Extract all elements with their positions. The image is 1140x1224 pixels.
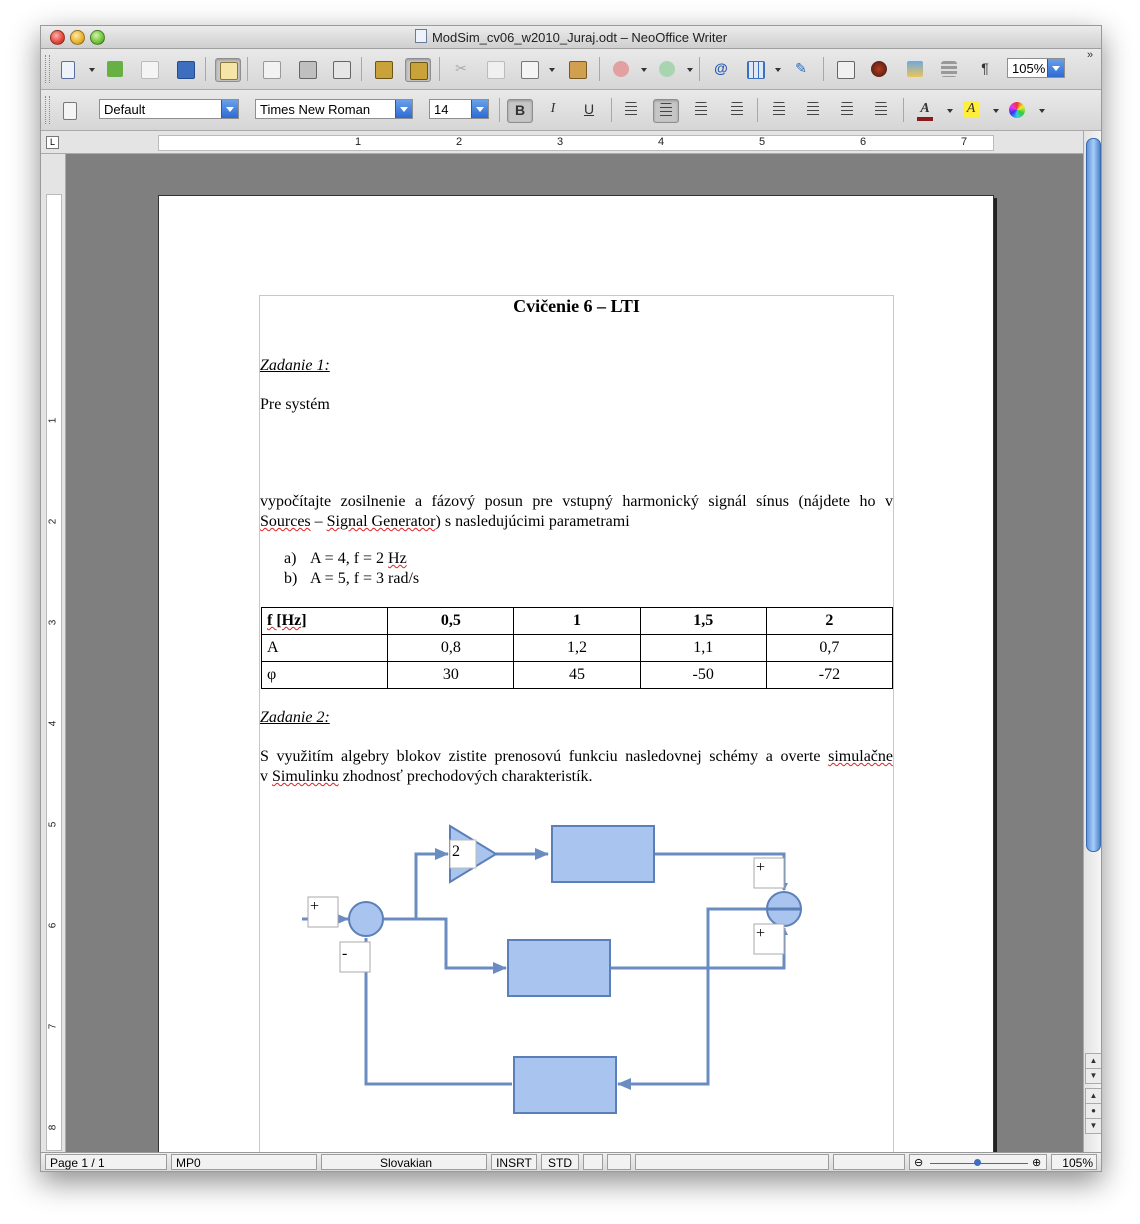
chevron-down-icon [221, 100, 238, 118]
undo-button[interactable] [609, 58, 633, 80]
sign-plus-input: + [310, 898, 320, 915]
bold-button[interactable]: B [507, 99, 533, 123]
open-button[interactable] [103, 58, 127, 80]
selection-mode-indicator[interactable]: STD [541, 1154, 579, 1170]
table-cell[interactable]: 1,5 [640, 608, 766, 635]
summing-junction-1[interactable] [349, 902, 383, 936]
toolbar-overflow-icon[interactable]: » [1087, 49, 1094, 61]
chevron-down-icon [1047, 59, 1064, 77]
list-item-text: A = 5, f = 3 rad/s [310, 570, 420, 587]
task2-paragraph: S využitím algebry blokov zistite prenosovú funkciu nasledovnej schémy a overte simulačne v Simulinku zhodnosť prechodových charakteristík. [260, 748, 893, 785]
justify-icon [731, 102, 743, 118]
magnifier-page-icon [333, 61, 351, 79]
justify-button[interactable] [725, 99, 749, 121]
zoom-percentage[interactable]: 105% [1051, 1154, 1097, 1170]
text-area[interactable] [259, 295, 894, 1172]
autospellcheck-button[interactable] [405, 58, 431, 82]
gain-value: 2 [452, 843, 460, 860]
pdf-icon [263, 61, 281, 79]
increase-indent-button[interactable] [869, 99, 893, 121]
table-cell[interactable]: A [262, 635, 388, 662]
font-size-select[interactable]: 14 [429, 99, 489, 119]
digital-signature-indicator[interactable] [607, 1154, 631, 1170]
gallery-icon [907, 61, 923, 77]
page-preview-button[interactable] [329, 58, 353, 80]
pen-icon: ✎ [795, 60, 807, 76]
scroll-down-button[interactable]: ▼ [1085, 1068, 1102, 1084]
standard-toolbar [41, 49, 1101, 90]
table-cell[interactable]: φ [262, 662, 388, 689]
feedback-block[interactable] [514, 1057, 616, 1113]
copy-icon [487, 61, 505, 79]
align-right-icon [695, 102, 707, 118]
find-icon [837, 61, 855, 79]
spellcheck-button[interactable] [371, 58, 395, 80]
highlighter-icon: A [963, 101, 979, 117]
background-color-dropdown-arrow[interactable] [1039, 109, 1045, 113]
ruler-scale: 1 2 3 4 5 6 7 [158, 135, 994, 151]
table-cell[interactable]: 30 [388, 662, 514, 689]
zoom-out-icon[interactable]: ⊖ [914, 1157, 924, 1169]
tab-stop-selector[interactable]: L [46, 136, 59, 149]
task2-label: Zadanie 2: [260, 709, 330, 726]
sign-plus-top: + [756, 859, 766, 876]
data-table[interactable] [261, 607, 893, 689]
view-layout-buttons[interactable] [833, 1154, 905, 1170]
open-icon [107, 61, 123, 77]
draw-functions-button[interactable] [789, 58, 813, 80]
transfer-block-2[interactable] [508, 940, 610, 996]
color-wheel-icon [1009, 102, 1025, 118]
new-document-button[interactable] [55, 58, 79, 80]
list-item: a) [284, 550, 297, 567]
database-icon [941, 61, 957, 77]
list-item: b) [284, 570, 298, 587]
highlighting-button[interactable] [959, 99, 983, 121]
insert-mode-indicator[interactable]: INSRT [491, 1154, 537, 1170]
table-cell[interactable]: 45 [514, 662, 640, 689]
edit-file-button[interactable] [173, 58, 197, 80]
zoom-slider[interactable] [909, 1154, 1047, 1170]
table-button[interactable] [743, 58, 767, 80]
app-window [40, 25, 1102, 1172]
decrease-indent-icon [841, 102, 853, 118]
status-bar [41, 1152, 1101, 1172]
align-left-icon [625, 102, 637, 118]
scrollbar-thumb[interactable] [1086, 138, 1101, 852]
decrease-indent-button[interactable] [835, 99, 859, 121]
object-info-indicator [635, 1154, 829, 1170]
document-heading: Cvičenie 6 – LTI [513, 296, 640, 316]
undo-dropdown-arrow[interactable] [641, 68, 647, 72]
font-name-select[interactable]: Times New Roman [255, 99, 413, 119]
table-cell[interactable]: 0,8 [388, 635, 514, 662]
document-icon [415, 29, 427, 43]
feedback-return-line [366, 938, 512, 1084]
table-cell[interactable]: 1,1 [640, 635, 766, 662]
scissors-icon: ✂ [455, 60, 467, 76]
document-modified-indicator[interactable] [583, 1154, 603, 1170]
numbered-list-icon [773, 102, 785, 118]
document-page[interactable] [158, 195, 994, 1157]
task1-paragraph: vypočítajte zosilnenie a fázový posun pre vstupný harmonický signál sínus (nájdete ho v Sources – Signal Generator) s nasledujúcimi parametrami [260, 493, 893, 530]
redo-icon [659, 61, 675, 77]
new-document-icon [61, 61, 75, 79]
hyperlink-button[interactable] [709, 58, 733, 80]
table-cell[interactable]: f [Hz] [262, 608, 388, 635]
chevron-down-icon [471, 100, 488, 118]
align-left-button[interactable] [619, 99, 643, 121]
gallery-button[interactable] [903, 58, 927, 80]
export-pdf-button[interactable] [259, 58, 283, 80]
increase-indent-icon [875, 102, 887, 118]
at-sign-icon: @ [714, 60, 728, 76]
clone-formatting-button[interactable] [565, 58, 589, 80]
font-color-button[interactable] [913, 99, 937, 121]
save-icon [141, 61, 159, 79]
align-center-icon [660, 103, 672, 119]
paste-dropdown-arrow[interactable] [549, 68, 555, 72]
title-bar [41, 26, 1101, 49]
table-cell[interactable]: -50 [640, 662, 766, 689]
sum-to-block2-arrow [416, 919, 506, 968]
paintbrush-icon [569, 61, 587, 79]
zoom-select[interactable]: 105% [1007, 58, 1065, 78]
next-page-button[interactable]: ▼ [1085, 1118, 1102, 1134]
transfer-block-1[interactable] [552, 826, 654, 882]
toolbar-handle[interactable] [45, 55, 50, 83]
navigation-button[interactable]: ● [1085, 1103, 1102, 1119]
formatting-toolbar [41, 90, 1101, 131]
block-diagram[interactable] [300, 816, 820, 1116]
document-area[interactable] [66, 154, 1083, 1152]
table-cell[interactable]: 2 [766, 608, 892, 635]
table-cell[interactable]: 1 [514, 608, 640, 635]
styles-formatting-button[interactable] [57, 99, 81, 121]
autospellcheck-icon [410, 62, 428, 80]
background-color-button[interactable] [1005, 99, 1029, 121]
table-icon [747, 61, 765, 79]
cut-button[interactable] [449, 58, 473, 80]
sign-plus-bottom: + [756, 925, 766, 942]
sign-minus-feedback: - [342, 945, 348, 962]
spellcheck-icon [375, 61, 393, 79]
edit-mode-button[interactable] [215, 58, 241, 82]
align-center-button[interactable] [653, 99, 679, 123]
vertical-ruler-scale: 1 2 3 4 5 6 7 8 [46, 194, 62, 1151]
zoom-slider-handle[interactable] [974, 1159, 981, 1166]
chevron-down-icon [395, 100, 412, 118]
page-indicator[interactable]: Page 1 / 1 [45, 1154, 167, 1170]
edit-file-icon [177, 61, 195, 79]
bullets-button[interactable] [801, 99, 825, 121]
table-row [262, 635, 893, 662]
font-color-dropdown-arrow[interactable] [947, 109, 953, 113]
table-cell[interactable]: 0,7 [766, 635, 892, 662]
data-sources-button[interactable] [937, 58, 961, 80]
underline-button[interactable]: U [583, 101, 595, 117]
list-item-text: A = 4, f = 2 Hz [310, 550, 407, 567]
task1-label: Zadanie 1: [260, 357, 330, 374]
sum-to-gain-arrow [384, 854, 448, 919]
align-right-button[interactable] [689, 99, 713, 121]
redo-button[interactable] [655, 58, 679, 80]
bullet-list-icon [807, 102, 819, 118]
vertical-ruler[interactable] [41, 154, 66, 1152]
find-replace-button[interactable] [833, 58, 857, 80]
zoom-in-icon[interactable]: ⊕ [1032, 1157, 1042, 1169]
paste-icon [521, 61, 539, 79]
table-cell[interactable]: -72 [766, 662, 892, 689]
page-style-indicator[interactable]: MP0 [171, 1154, 317, 1170]
redo-dropdown-arrow[interactable] [687, 68, 693, 72]
italic-button[interactable]: I [550, 101, 556, 116]
print-button[interactable] [295, 58, 319, 80]
printer-icon [299, 61, 317, 79]
styles-icon [63, 102, 77, 120]
navigator-icon [871, 61, 887, 77]
save-button[interactable] [137, 58, 161, 80]
table-cell[interactable]: 0,5 [388, 608, 514, 635]
scroll-up-button[interactable]: ▲ [1085, 1053, 1102, 1069]
navigator-button[interactable] [867, 58, 891, 80]
window-title: ModSim_cv06_w2010_Juraj.odt – NeoOffice Writer [41, 29, 1101, 45]
numbering-button[interactable] [767, 99, 791, 121]
undo-icon [613, 61, 629, 77]
paragraph-style-select[interactable]: Default [99, 99, 239, 119]
task1-intro: Pre systém [260, 396, 330, 413]
table-row [262, 662, 893, 689]
copy-button[interactable] [483, 58, 507, 80]
language-indicator[interactable]: Slovakian [321, 1154, 487, 1170]
vertical-scrollbar[interactable] [1083, 131, 1102, 1152]
horizontal-ruler[interactable] [41, 131, 1101, 154]
font-color-icon: A [917, 101, 933, 121]
highlighting-dropdown-arrow[interactable] [993, 109, 999, 113]
previous-page-button[interactable]: ▲ [1085, 1088, 1102, 1104]
new-dropdown-arrow[interactable] [89, 68, 95, 72]
paste-button[interactable] [517, 58, 541, 80]
pencil-doc-icon [220, 62, 238, 80]
table-dropdown-arrow[interactable] [775, 68, 781, 72]
toolbar-handle[interactable] [45, 96, 50, 124]
formatting-marks-button[interactable]: ¶ [981, 60, 989, 76]
table-header-row [262, 608, 893, 635]
table-cell[interactable]: 1,2 [514, 635, 640, 662]
